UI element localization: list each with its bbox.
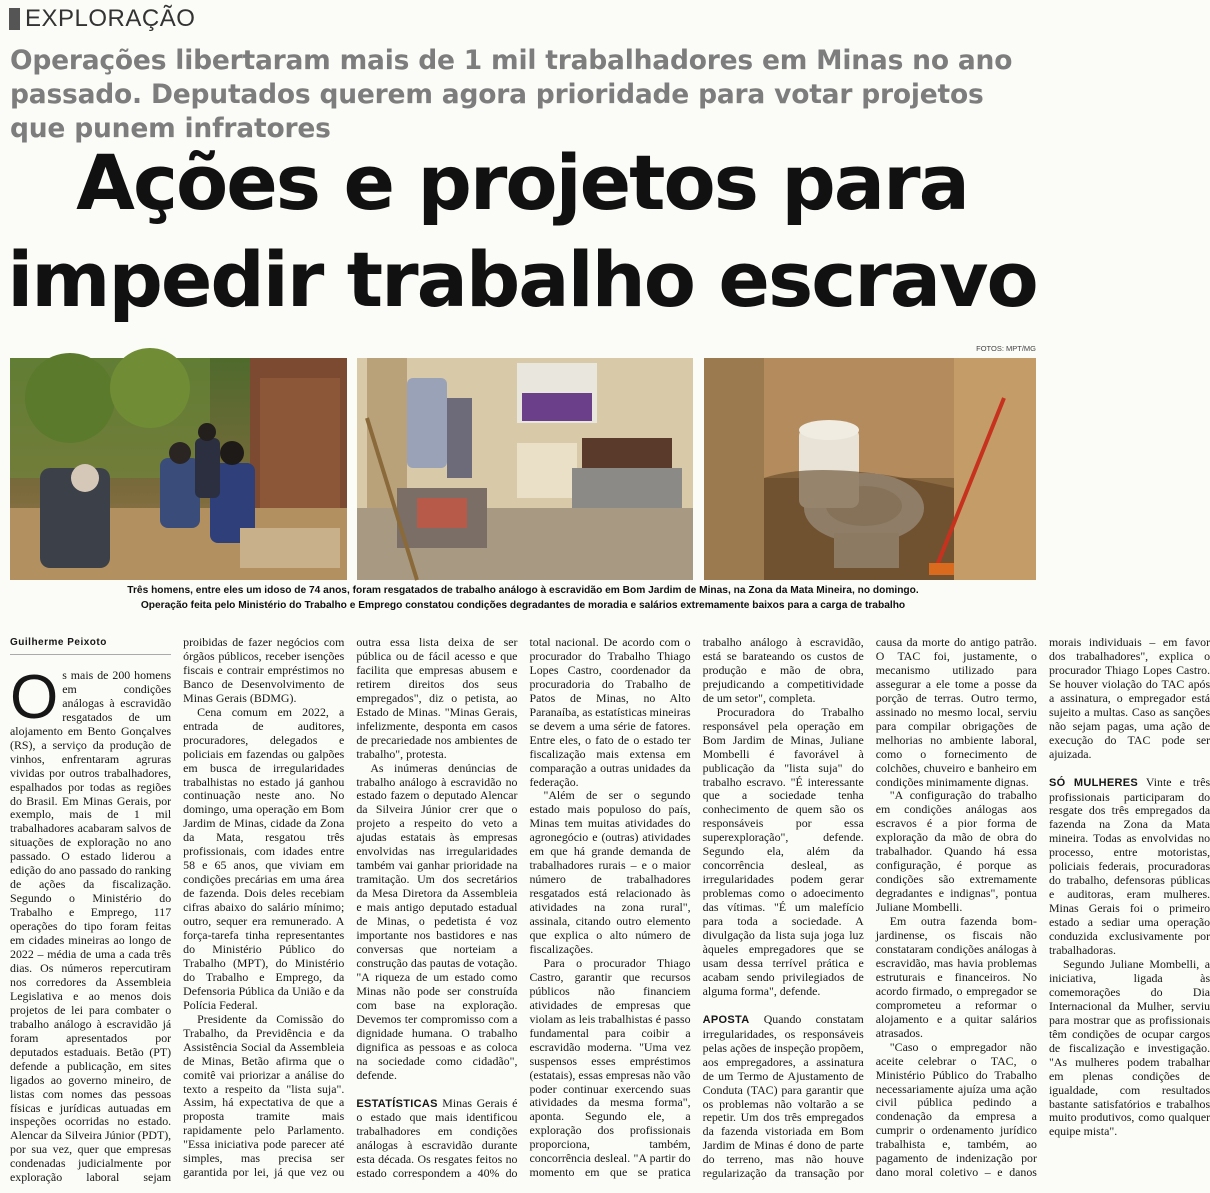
paragraph-6: "Além de ser o segundo estado mais populoso do país, Minas tem muitas atividades do agronegócio e (outras) atividades em que há grande demanda de trabalhadores rurais – e o maior número de trabalhadores resgatados está relacionado às atividades na zona rural", assinala, citando outro elemento que explica o alto número de fiscalizações. [529,788,691,956]
paragraph-10: "A configuração do trabalho em condições análogas aos escravos é a pior forma de exploração da mão de obra do trabalhador. Quando há essa configuração, é porque as condições são extremamente degradantes e indignas", pontua Juliane Mombelli. [875,788,1037,915]
paragraph-5-text: Minas Gerais é o estado que mais identificou trabalhadores em condições análogas à escravidão durante esta década. Os resgates feitos no estado correspondem a 40% do total nacional. De acordo com o procurador do Trabalho Thiago Lopes Castro, coordenador da procuradoria do Trabalho de Patos de Minas, no Alto Paranaíba, as estatísticas mineiras se devem a uma série de fatores. Entre eles, o fato de o estado ter fiscalização mais extensa em comparação a outras unidades da federação. [356,635,691,1181]
paragraph-1-text: s mais de 200 homens em condições análogas à escravidão resgatados de um alojamento em Bento Gonçalves (RS), a serviço da produção de vinhos, enfrentaram agruras vividas por outros trabalhadores, espalhados por todas as regiões do Brasil. Em Minas Gerais, por exemplo, mais de 1 mil trabalhadores acabaram salvos de situações de exploração no ano passado. O estado liderou a edição do ano passado do ranking de ações da fiscalização. Segundo o Ministério do Trabalho e Emprego, 117 operações do tipo foram feitas em cidades mineiras ao longo de 2022 – média de uma a cada três dias. Os números repercutiram nos corredores da Assembleia Legislativa e ao menos dois projetos de lei para combater o trabalho análogo à escravidão já foram apresentados por deputados estaduais. Betão (PT) defende a publicação, em sites ligados ao governo mineiro, de listas com nomes das pessoas físicas e jurídicas autuadas em inspeções ocorridas no estado. Alencar da Silveira Júnior (PDT), por sua vez, quer que empresas condenadas judicialmente por exploração laboral sejam proibidas de fazer negócios com órgãos públicos, receber isenções fiscais e contrair empréstimos no Banco de Desenvolvimento de Minas Gerais (BDMG). [10,635,345,1185]
paragraph-13-text: Vinte e três profissionais participaram do resgate dos três empregados da fazenda na Zona da Mata mineira. Todas as envolvidas no processo, entre motoristas, policiais federais, procuradoras do trabalho, defensoras públicas e auditoras, eram mulheres. Minas Gerais foi o primeiro estado a sediar uma operação conduzida exclusivamente por trabalhadoras. [1048,774,1210,958]
paragraph-2: Cena comum em 2022, a entrada de auditores, procuradores, delegados e policiais em fazendas ou galpões em busca de irregularidades trabalhistas no estado já ganhou continuação neste ano. No domingo, uma operação em Bom Jardim de Minas, cidade da Zona da Mata, resgatou três profissionais, com idades entre 58 e 65 anos, que viviam em condições precárias em uma área de fazenda. Dois deles recebiam cifras abaixo do salário mínimo; outro, sequer era remunerado. A força-tarefa tinha representantes do Ministério Público do Trabalho (MPT), do Ministério do Trabalho e Emprego, da Defensoria Pública da União e da Polícia Federal. [183,704,345,1012]
headline-line-1: Ações e projetos para [76,138,968,227]
kicker: Operações libertaram mais de 1 mil trabalhadores em Minas no ano passado. Deputados querem agora prioridade para votar projetos que punem infratores [10,45,1013,144]
subhead-aposta: APOSTA [702,1013,750,1026]
section-marker [9,8,20,30]
paragraph-8: Procuradora do Trabalho responsável pela operação em Bom Jardim de Minas, Juliane Mombelli é favorável à publicação da "lista suja" do trabalho escravo. "É interessante que a sociedade tenha conhecimento de quem são os responsáveis por essa superexploração", defende. Segundo ela, além da concorrência desleal, as irregularidades podem gerar problemas como o adoecimento das vítimas. "É um malefício para toda a sociedade. A divulgação da lista suja joga luz àqueles empregadores que se usam dessa terrível prática e acabam sendo privilegiados de alguma forma", defende. [702,704,864,998]
section-label: EXPLORAÇÃO [25,5,196,32]
paragraph-12: "Caso o empregador não aceite celebrar o TAC, o Ministério Público do Trabalho necessariamente ajuíza uma ação civil pública pedindo a condenação da empresa a cumprir o ordenamento jurídico trabalhista e, também, ao pagamento de indenização por dano moral coletivo – e danos morais individuais – em favor dos trabalhadores", explica o procurador Thiago Lopes Castro. Se houver violação do TAC após a assinatura, o empregador está sujeito a multas. Caso as sanções não sejam pagas, uma ação de execução do TAC pode ser ajuizada. [875,635,1210,1180]
paragraph-3: Presidente da Comissão do Trabalho, da Previdência e da Assistência Social da Assembleia de Minas, Betão afirma que o comitê vai priorizar a análise do texto a respeito da "lista suja". Assim, há expectativa de que a proposta tramite mais rapidamente pelo Parlamento. "Essa iniciativa pode parecer até simples, mas precisa ser garantida por lei, já que vez ou outra essa lista deixa de ser pública ou de fácil acesso e que facilita que empresas abusem e retirem direitos dos seus empregados", diz o petista, ao Estado de Minas. "Minas Gerais, infelizmente, desponta em casos de precariedade nos ambientes de trabalho", protesta. [183,635,518,1180]
paragraph-9-text: Quando constatam irregularidades, os responsáveis pelas ações de inspeção propõem, aos empregadores, a assinatura de um Termo de Ajustamento de Conduta (TAC) para garantir que os problemas não voltarão a se repetir. Um dos três empregados da fazenda vistoriada em Bom Jardim de Minas é dono de parte do terreno, mas não houve regularização da transação por causa da morte do antigo patrão. O TAC foi, justamente, o mecanismo utilizado para assegurar a ele tome a posse da porção de terras. Outro termo, assinado no mesmo local, serviu para compilar obrigações de melhorias no ambiente laboral, como o fornecimento de colchões, chuveiro e banheiro em condições minimamente dignas. [702,635,1037,1181]
article-body [10,635,1210,1188]
photo-precarious-room [357,358,693,580]
photo-workers-outdoors [10,358,347,580]
caption-line-1: Três homens, entre eles um idoso de 74 anos, foram resgatados de trabalho análogo à escravidão em Bom Jardim de Minas, na Zona da Mata Mineira, no domingo. [127,585,919,596]
photo-credit: FOTOS: MPT/MG [976,344,1036,353]
drop-cap: O [10,662,59,732]
photo-degraded-bathroom [704,358,1036,580]
byline: Guilherme Peixoto [10,636,171,655]
paragraph-7: Para o procurador Thiago Castro, garantir que recursos públicos não financiem atividades de empresas que violam as leis trabalhistas é passo fundamental para coibir a escravidão moderna. "Uma vez suspensos esses empréstimos (estatais), essas empresas não vão poder continuar exercendo suas atividades da mesma forma", aponta. Segundo ele, a exploração dos profissionais proporciona, também, concorrência desleal. "A partir do momento em que se pratica trabalho análogo à escravidão, está se barateando os custos de produção e mão de obra, prejudicando a competitividade de um setor", completa. [529,635,864,1180]
paragraph-14: Segundo Juliane Mombelli, a iniciativa, ligada às comemorações do Dia Internacional da Mulher, serviu para mostrar que as profissionais têm condições de ocupar cargos de fiscalização e investigação. "As mulheres podem trabalhar em plenas condições de igualdade, com resultados bastante satisfatórios e trabalhos muito produtivos, como qualquer equipe mista". [1048,956,1210,1139]
paragraph-4: As inúmeras denúncias de trabalho análogo à escravidão no estado fazem o deputado Alencar da Silveira Júnior crer que o projeto a respeito do veto a ajudas estatais às empresas envolvidas nas irregularidades também vai ganhar prioridade na tramitação. Um dos secretários da Mesa Diretora da Assembleia e mais antigo deputado estadual de Minas, o pedetista é voz importante nos bastidores e nas conversas que norteiam a construção das pautas de votação. "A riqueza de um estado como Minas não pode ser construída com base na exploração. Devemos ter compromisso com a dignidade humana. O trabalho dignifica as pessoas e as coloca na sociedade como cidadão", defende. [356,760,518,1082]
headline [0,134,1044,328]
subhead-so-mulheres: SÓ MULHERES [1048,776,1138,789]
section-tag [9,4,195,34]
paragraph-11: Em outra fazenda bom-jardinense, os fiscais não constataram condições análogas à escravidão, mas havia problemas estruturais e financeiros. No acordo firmado, o empregador se comprometeu a reformar o alojamento e a quitar salários atrasados. [875,914,1037,1040]
photo-caption [10,583,1036,613]
subhead-estatisticas: ESTATÍSTICAS [356,1097,438,1110]
headline-line-2: impedir trabalho escravo [7,235,1037,324]
paragraph-13 [1049,776,1210,958]
caption-line-2: Operação feita pelo Ministério do Trabalho e Emprego constatou condições degradantes de moradia e salários extremamente baixos para a carga de trabalho [140,600,906,611]
